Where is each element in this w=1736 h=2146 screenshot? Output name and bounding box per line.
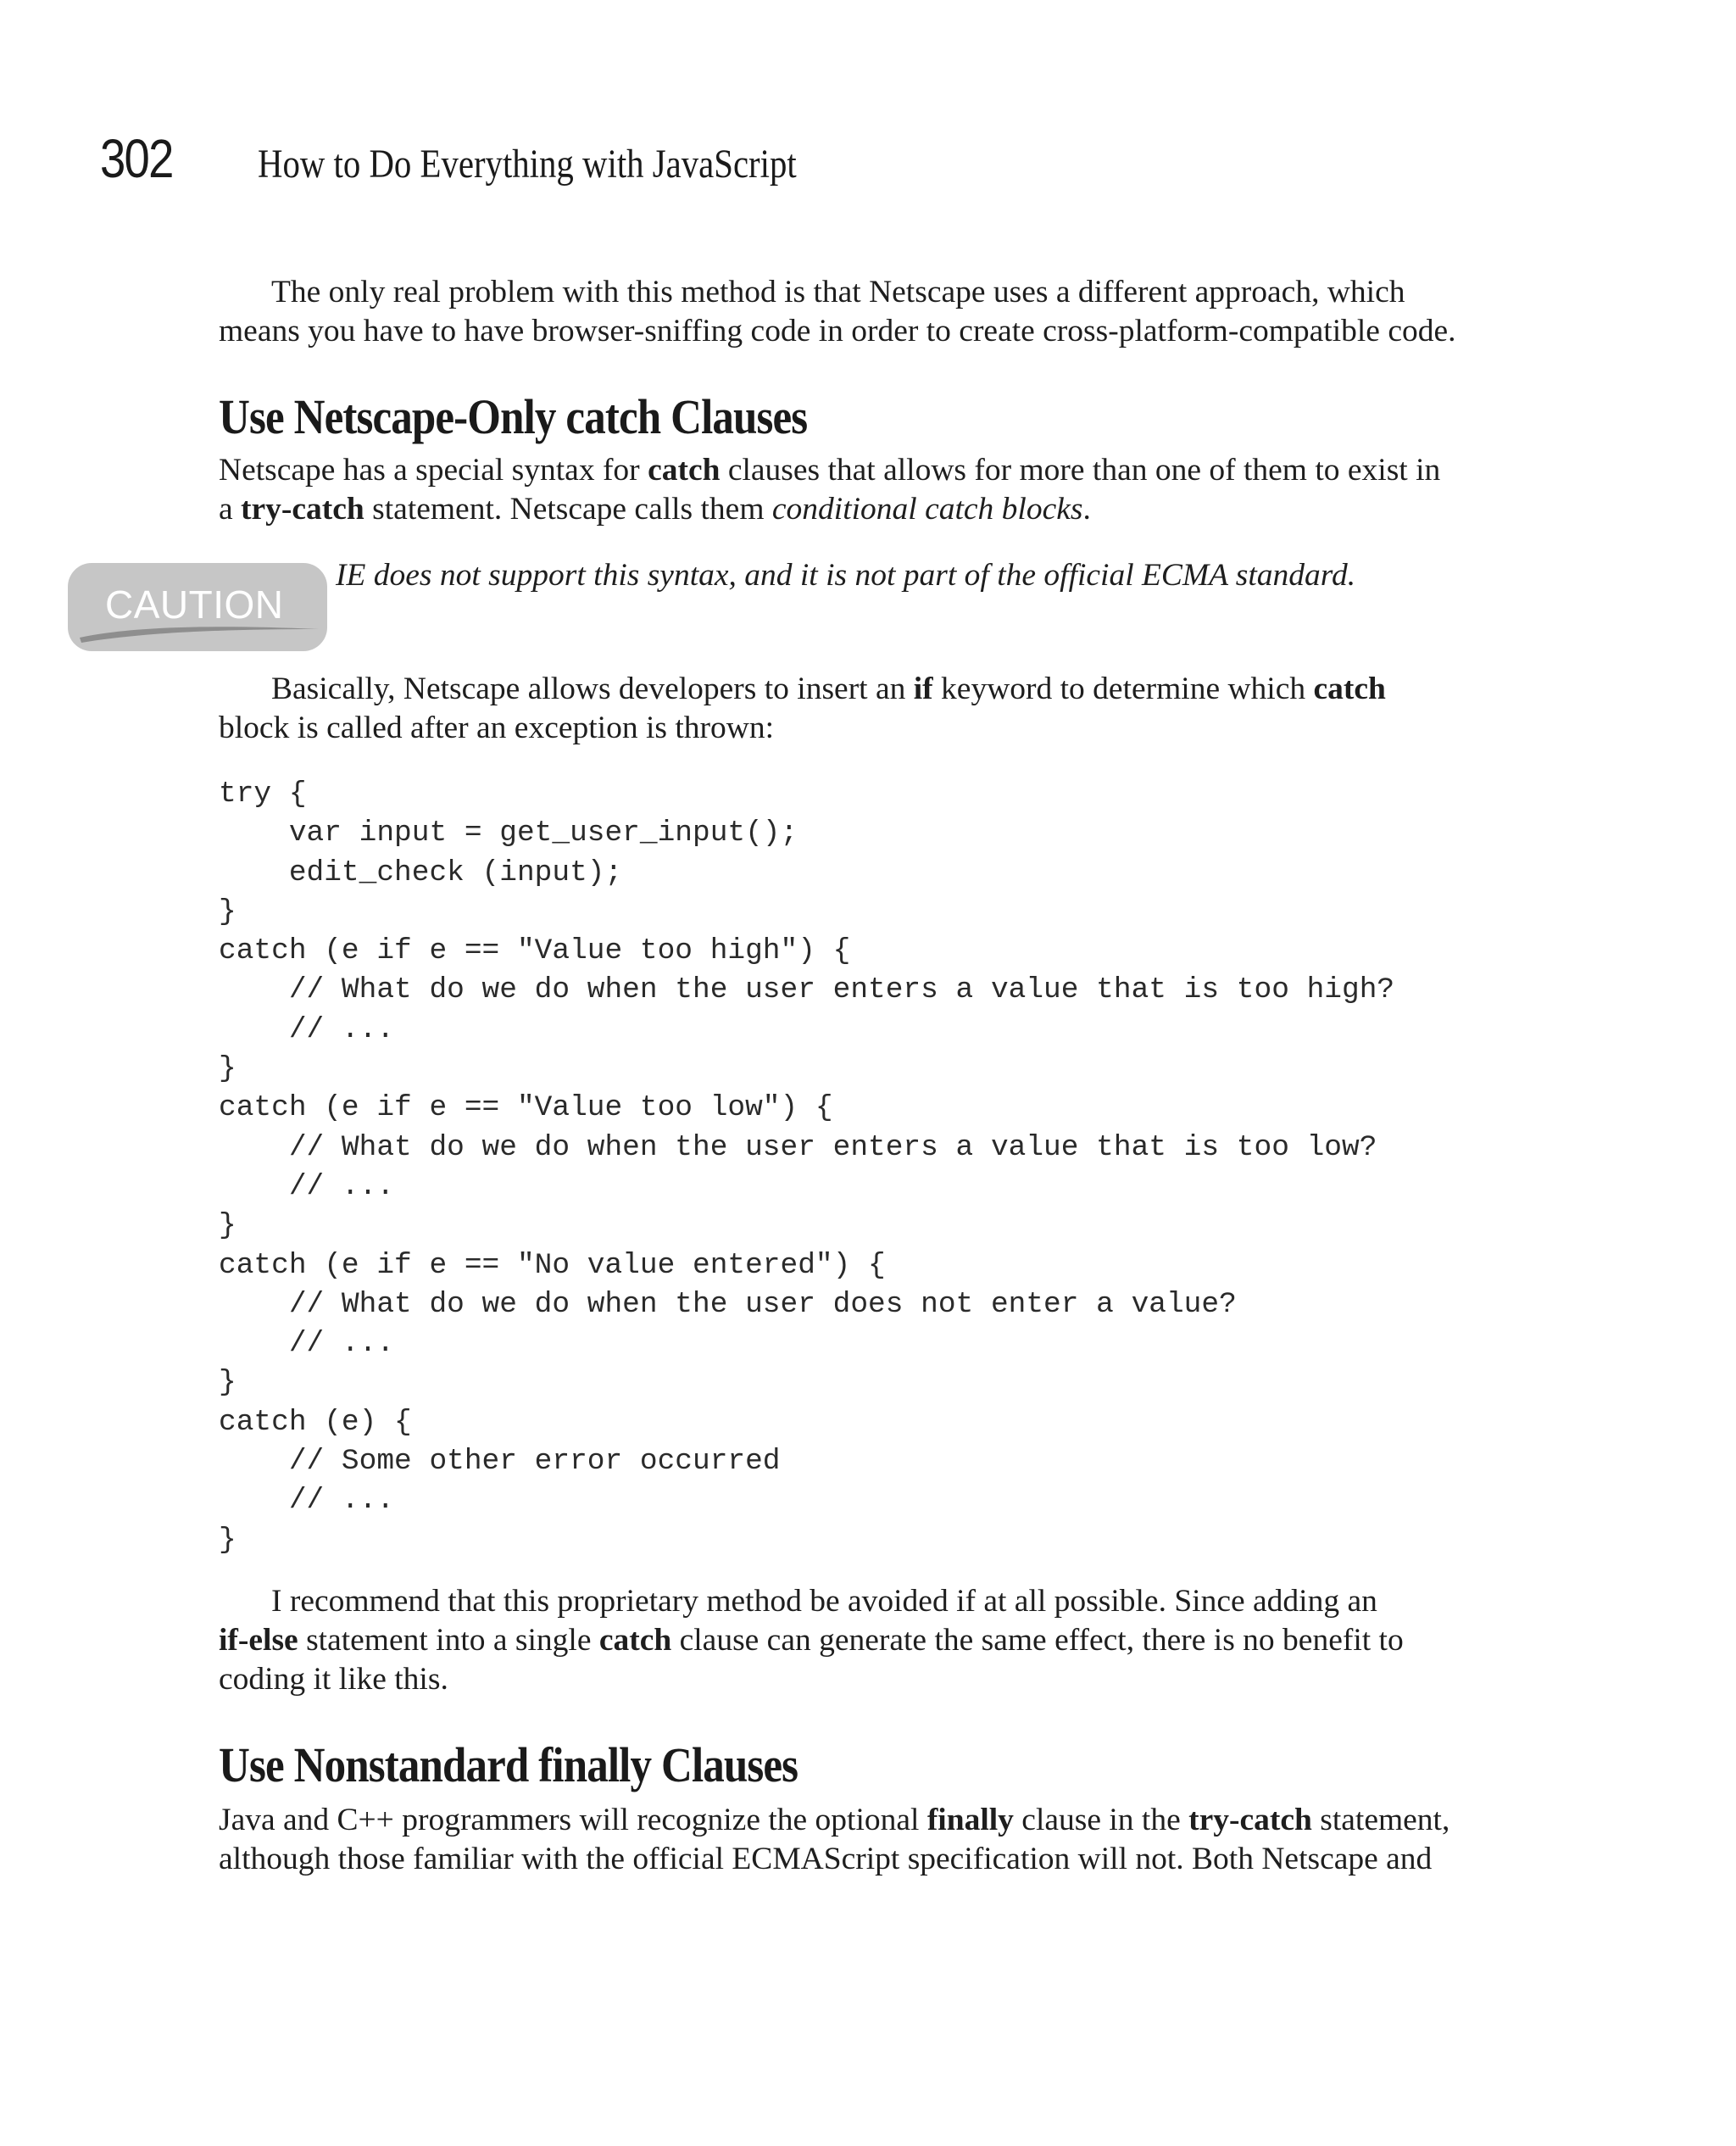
code-line: // ... <box>219 1012 395 1046</box>
code-line: var input = get_user_input(); <box>219 817 798 850</box>
code-line: edit_check (input); <box>219 856 623 889</box>
code-line: // What do we do when the user does not enter a value? <box>219 1287 1237 1321</box>
code-line: catch (e if e == "Value too high") { <box>219 934 851 968</box>
code-line: try { <box>219 778 307 811</box>
code-line: // Some other error occurred <box>219 1445 781 1479</box>
code-line: // ... <box>219 1169 395 1203</box>
section1-paragraph-2: Basically, Netscape allows developers to insert an if keyword to determine which catch block is called after an exception is thrown: <box>219 672 1386 745</box>
caution-badge <box>68 563 327 651</box>
running-head: How to Do Everything with JavaScript <box>258 142 797 187</box>
code-line: catch (e) { <box>219 1405 412 1439</box>
section1-paragraph-3: I recommend that this proprietary method be avoided if at all possible. Since adding an if-else statement into a single catch clause can generate the same effect, there is no benefit to coding it like this. <box>219 1584 1404 1697</box>
code-listing <box>219 775 1394 1560</box>
code-line: catch (e if e == "Value too low") { <box>219 1091 833 1125</box>
caution-text: IE does not support this syntax, and it is not part of the official ECMA standard. <box>336 558 1356 593</box>
code-line: catch (e if e == "No value entered") { <box>219 1248 886 1282</box>
caution-swoosh-icon <box>76 619 322 644</box>
code-line: } <box>219 1052 236 1086</box>
section-heading-finally: Use Nonstandard finally Clauses <box>219 1737 798 1792</box>
code-line: // ... <box>219 1484 395 1518</box>
caution-label: CAUTION <box>105 582 284 627</box>
section2-paragraph-1: Java and C++ programmers will recognize the optional finally clause in the try-catch statement, although those familiar with the official ECMAScript specification will not. Both Netscape and <box>219 1803 1450 1876</box>
code-line: } <box>219 1523 236 1557</box>
section-heading-netscape-catch: Use Netscape-Only catch Clauses <box>219 389 808 444</box>
code-line: } <box>219 895 236 928</box>
page-number: 302 <box>100 128 173 189</box>
intro-paragraph: The only real problem with this method is that Netscape uses a different approach, which means you have to have browser-sniffing code in order to create cross-platform-compatible code. <box>219 275 1456 348</box>
code-line: // What do we do when the user enters a value that is too low? <box>219 1130 1377 1164</box>
code-line: } <box>219 1209 236 1243</box>
section1-paragraph-1: Netscape has a special syntax for catch clauses that allows for more than one of them to exist in a try-catch statement. Netscape calls them conditional catch blocks. <box>219 453 1441 527</box>
code-line: } <box>219 1366 236 1400</box>
code-line: // What do we do when the user enters a value that is too high? <box>219 973 1395 1007</box>
code-line: // ... <box>219 1327 395 1361</box>
